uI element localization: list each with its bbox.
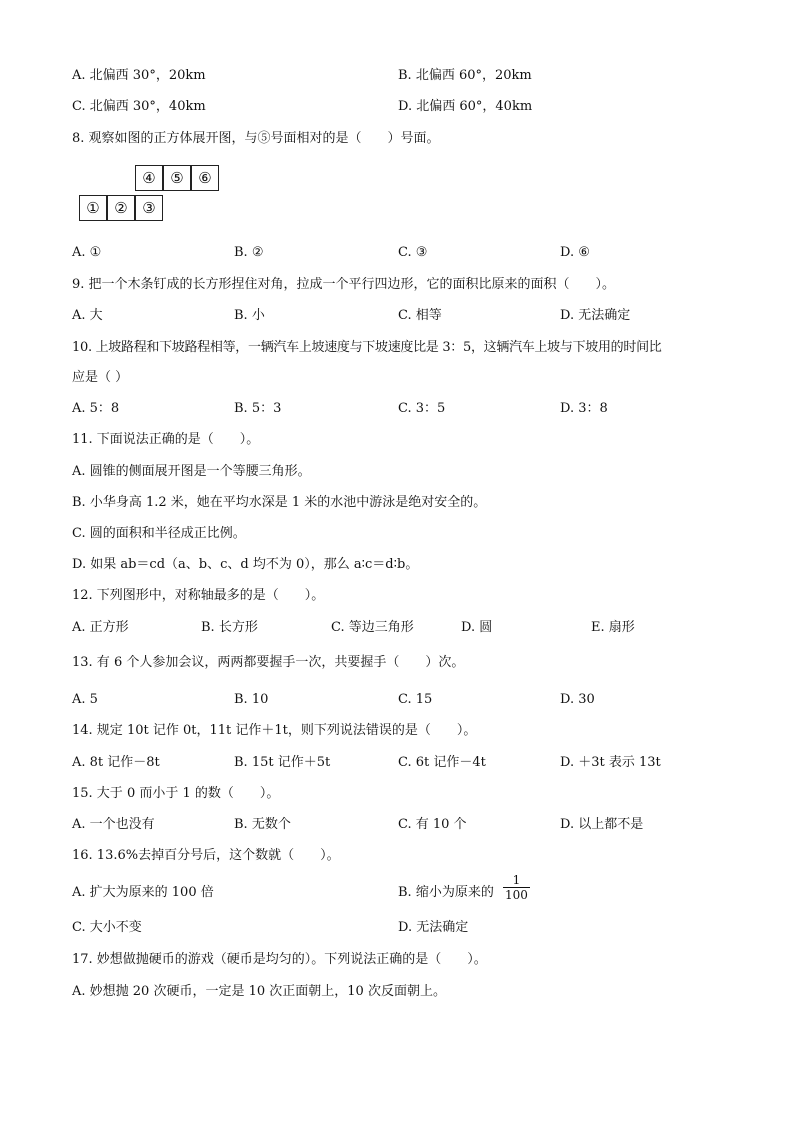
q16-option-d: D. 无法确定: [398, 920, 469, 935]
q10-option-c: C. 3：5: [398, 401, 446, 416]
q15-stem: 15. 大于 0 而小于 1 的数（ ）。: [72, 786, 280, 801]
cube-face-2: ②: [107, 195, 135, 221]
q16-option-b: B. 缩小为原来的: [398, 885, 494, 900]
q9-option-b: B. 小: [234, 308, 265, 323]
q14-option-c: C. 6t 记作－4t: [398, 755, 486, 770]
q11-option-d: D. 如果 ab＝cd（a、b、c、d 均不为 0），那么 a∶c＝d∶b。: [72, 557, 419, 572]
fraction-denominator: 100: [505, 888, 528, 902]
q8-option-d: D. ⑥: [560, 245, 590, 260]
q16-stem: 16. 13.6%去掉百分号后，这个数就（ ）。: [72, 848, 340, 863]
q10-option-d: D. 3：8: [560, 401, 608, 416]
q11-option-a: A. 圆锥的侧面展开图是一个等腰三角形。: [72, 464, 311, 479]
q11-option-c: C. 圆的面积和半径成正比例。: [72, 526, 246, 541]
q13-option-a: A. 5: [72, 692, 98, 707]
cube-face-6: ⑥: [191, 165, 219, 191]
q10-stem-line2: 应是（ ）: [72, 370, 129, 385]
q16-option-c: C. 大小不变: [72, 920, 142, 935]
q13-option-c: C. 15: [398, 692, 433, 707]
cube-net-figure: [76, 165, 226, 225]
q7-option-a: A. 北偏西 30°，20km: [72, 68, 206, 83]
cube-face-5: ⑤: [163, 165, 191, 191]
q14-stem: 14. 规定 10t 记作 0t，11t 记作＋1t，则下列说法错误的是（ ）。: [72, 723, 477, 738]
q17-option-a: A. 妙想抛 20 次硬币，一定是 10 次正面朝上，10 次反面朝上。: [72, 984, 446, 999]
q10-option-b: B. 5：3: [234, 401, 282, 416]
q8-stem: 8. 观察如图的正方体展开图，与⑤号面相对的是（ ）号面。: [72, 131, 440, 146]
q12-option-c: C. 等边三角形: [331, 620, 414, 635]
q15-option-d: D. 以上都不是: [560, 817, 644, 832]
q10-option-a: A. 5：8: [72, 401, 120, 416]
q14-option-d: D. ＋3t 表示 13t: [560, 755, 661, 770]
q12-option-d: D. 圆: [461, 620, 493, 635]
q17-stem: 17. 妙想做抛硬币的游戏（硬币是均匀的）。下列说法正确的是（ ）。: [72, 952, 487, 967]
fraction-numerator: 1: [503, 873, 530, 888]
cube-face-4: ④: [135, 165, 163, 191]
q9-option-d: D. 无法确定: [560, 308, 631, 323]
fraction-one-hundredth: [503, 873, 530, 902]
q7-option-b: B. 北偏西 60°，20km: [398, 68, 532, 83]
q12-option-a: A. 正方形: [72, 620, 129, 635]
cube-face-1: ①: [79, 195, 107, 221]
q12-option-e: E. 扇形: [591, 620, 635, 635]
q9-option-c: C. 相等: [398, 308, 442, 323]
q15-option-a: A. 一个也没有: [72, 817, 155, 832]
q9-stem: 9. 把一个木条钉成的长方形捏住对角，拉成一个平行四边形，它的面积比原来的面积（ ）。: [72, 277, 616, 292]
q14-option-b: B. 15t 记作＋5t: [234, 755, 331, 770]
cube-face-3: ③: [135, 195, 163, 221]
q12-stem: 12. 下列图形中，对称轴最多的是（ ）。: [72, 588, 325, 603]
q10-stem-line1: 10. 上坡路程和下坡路程相等，一辆汽车上坡速度与下坡速度比是 3：5，这辆汽车上坡与下坡用的时间比: [72, 340, 662, 355]
q8-option-b: B. ②: [234, 245, 264, 260]
q16-option-a: A. 扩大为原来的 100 倍: [72, 885, 214, 900]
q8-option-a: A. ①: [72, 245, 102, 260]
q12-option-b: B. 长方形: [201, 620, 258, 635]
q11-stem: 11. 下面说法正确的是（ ）。: [72, 432, 260, 447]
q7-option-c: C. 北偏西 30°，40km: [72, 99, 206, 114]
q11-option-b: B. 小华身高 1.2 米，她在平均水深是 1 米的水池中游泳是绝对安全的。: [72, 495, 487, 510]
q8-option-c: C. ③: [398, 245, 428, 260]
q14-option-a: A. 8t 记作－8t: [72, 755, 160, 770]
q9-option-a: A. 大: [72, 308, 103, 323]
q7-option-d: D. 北偏西 60°，40km: [398, 99, 533, 114]
q15-option-b: B. 无数个: [234, 817, 291, 832]
q13-stem: 13. 有 6 个人参加会议，两两都要握手一次，共要握手（ ）次。: [72, 655, 465, 670]
q13-option-d: D. 30: [560, 692, 595, 707]
q15-option-c: C. 有 10 个: [398, 817, 467, 832]
q13-option-b: B. 10: [234, 692, 269, 707]
